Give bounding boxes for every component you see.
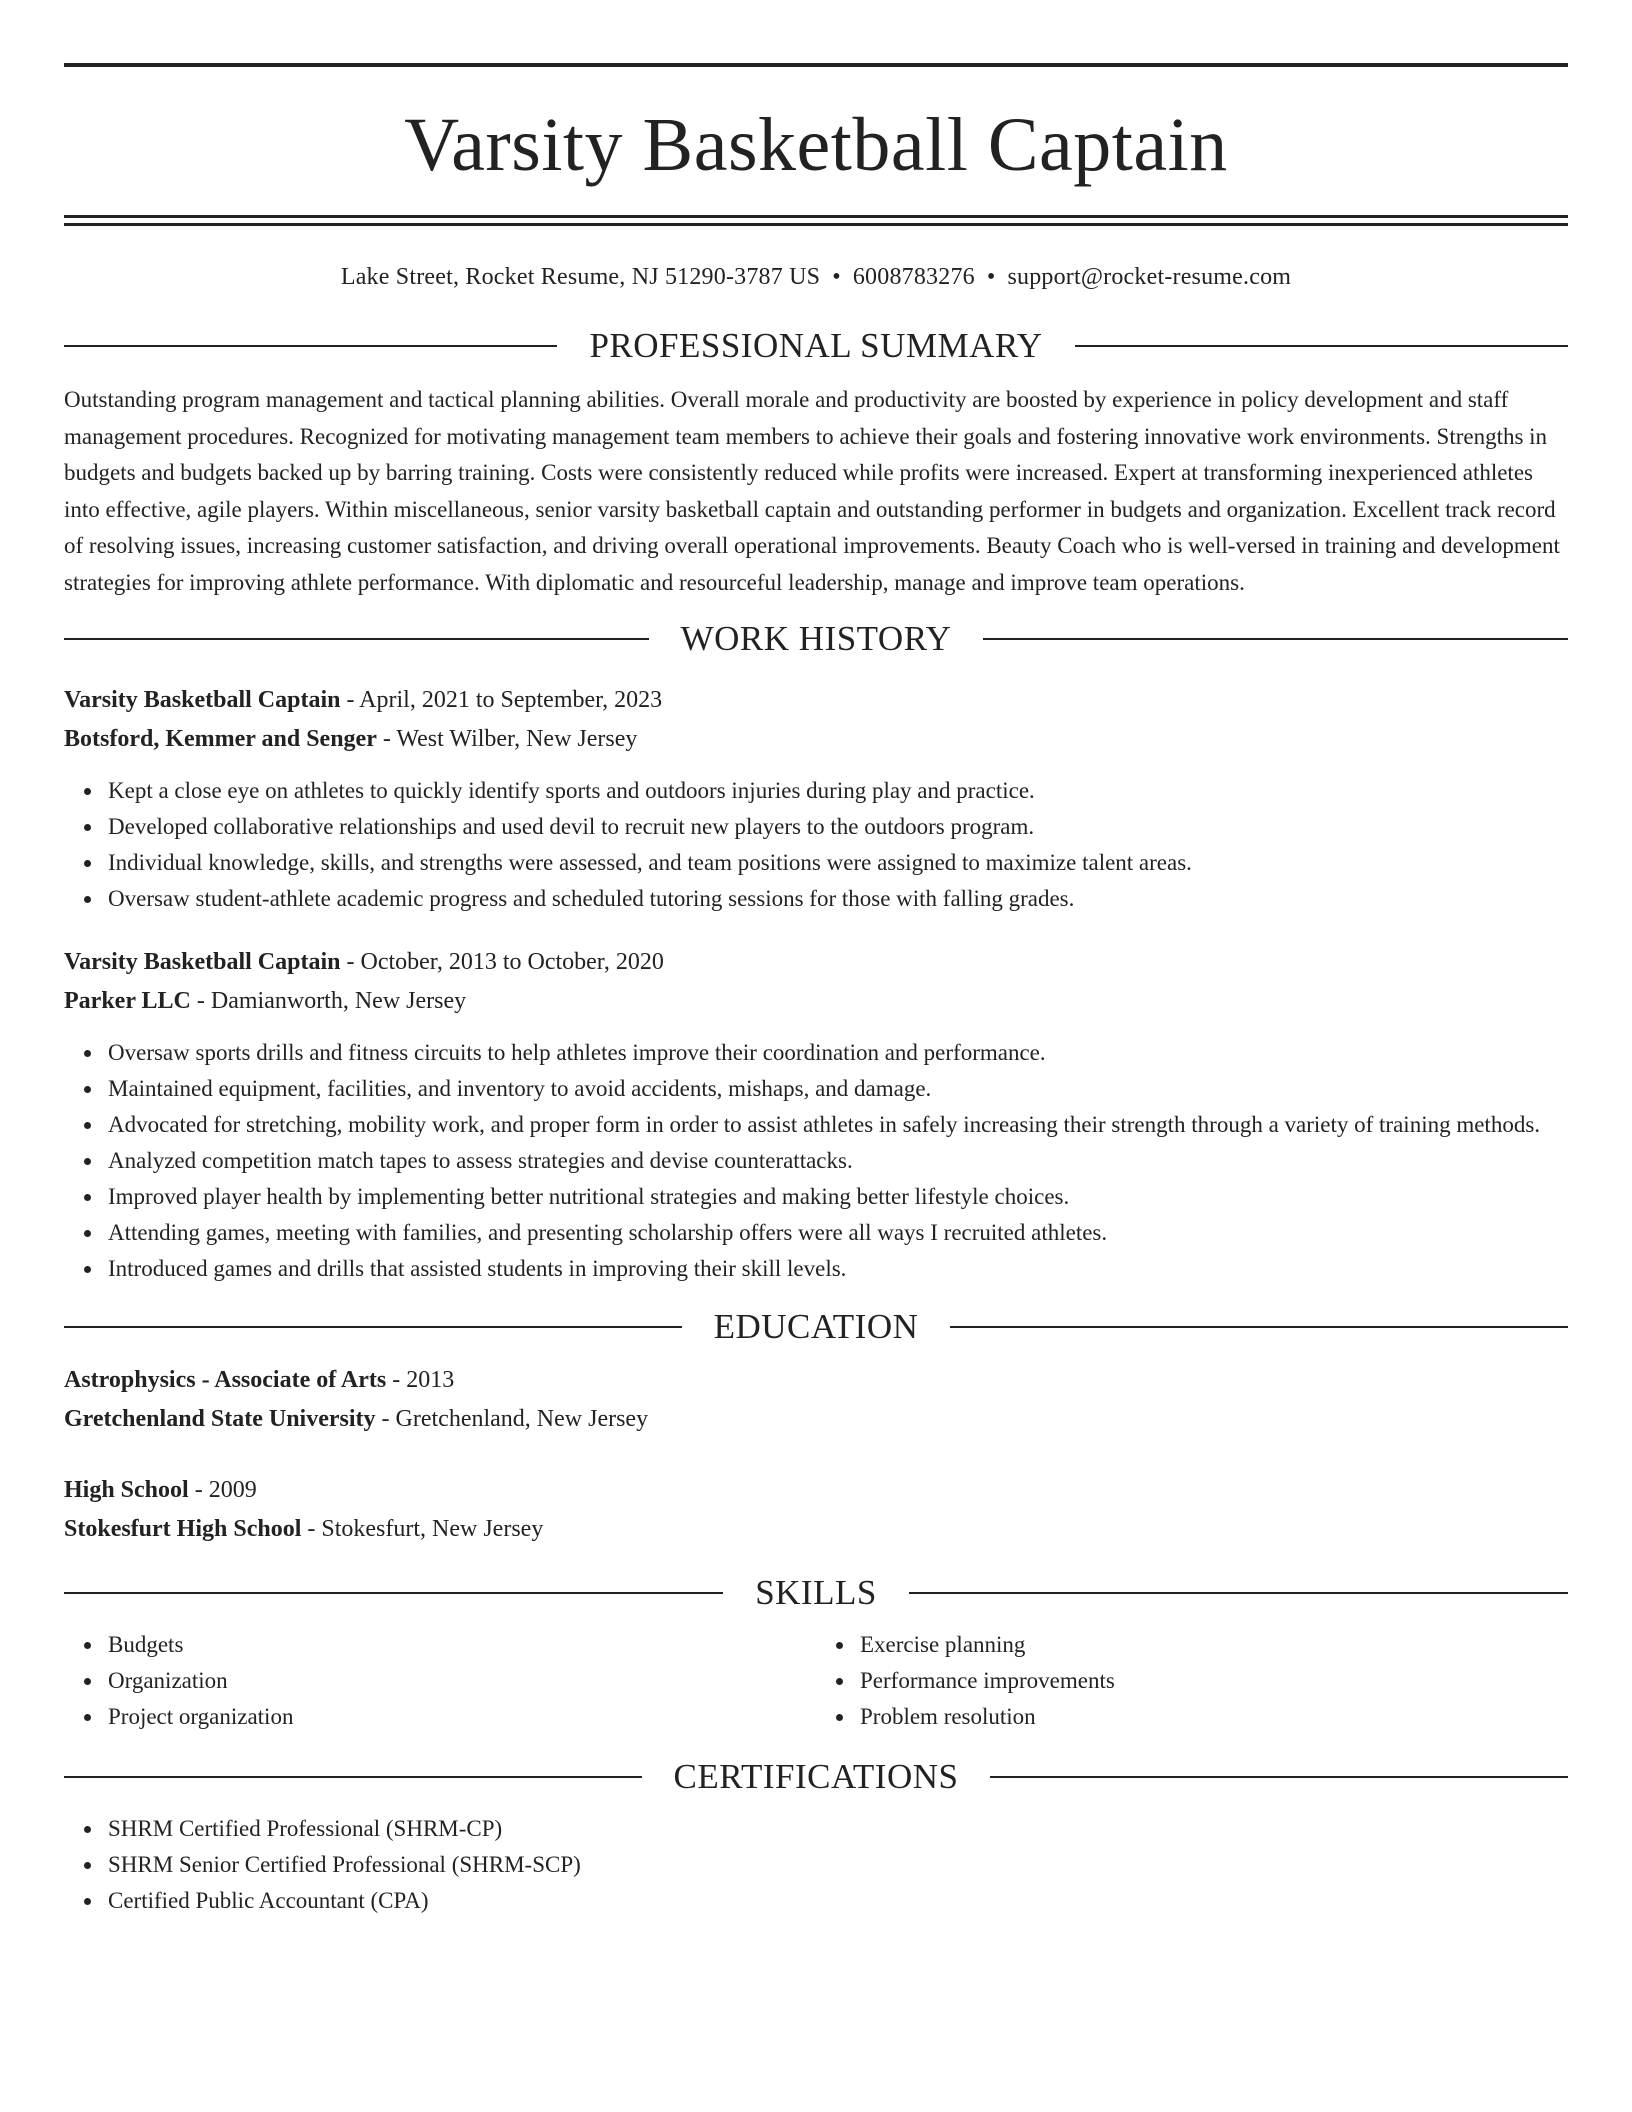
education-school-line bbox=[64, 1510, 1568, 1549]
list-item: Certified Public Accountant (CPA) bbox=[108, 1883, 1568, 1919]
section-rule bbox=[909, 1592, 1568, 1594]
list-item: Organization bbox=[108, 1663, 816, 1699]
list-item: Budgets bbox=[108, 1627, 816, 1663]
list-item: Individual knowledge, skills, and strengths were assessed, and team positions were assigned to maximize talent areas. bbox=[108, 845, 1568, 881]
list-item: Performance improvements bbox=[860, 1663, 1568, 1699]
job-entry bbox=[64, 943, 1568, 1287]
job-title-line bbox=[64, 681, 1568, 720]
education-location: - Gretchenland, New Jersey bbox=[375, 1406, 649, 1432]
double-rule bbox=[64, 215, 1568, 226]
job-company: Botsford, Kemmer and Senger bbox=[64, 726, 377, 752]
education-degree-line bbox=[64, 1471, 1568, 1510]
section-header-work-history bbox=[64, 617, 1568, 661]
skills-column-right bbox=[816, 1627, 1568, 1735]
education-school: Stokesfurt High School bbox=[64, 1516, 302, 1542]
education-location: - Stokesfurt, New Jersey bbox=[301, 1516, 544, 1542]
skills-list bbox=[64, 1627, 1568, 1735]
education-degree: Astrophysics - Associate of Arts bbox=[64, 1367, 387, 1393]
list-item: Attending games, meeting with families, and presenting scholarship offers were all ways I recruited athletes. bbox=[108, 1215, 1568, 1251]
contact-address: Lake Street, Rocket Resume, NJ 51290-3787 US bbox=[340, 264, 821, 290]
resume-name: Varsity Basketball Captain bbox=[404, 103, 1228, 187]
job-entry bbox=[64, 681, 1568, 917]
section-rule bbox=[990, 1776, 1568, 1778]
education-entry bbox=[64, 1471, 1568, 1549]
section-title: SKILLS bbox=[755, 1573, 877, 1612]
job-company-line bbox=[64, 720, 1568, 759]
job-position: Varsity Basketball Captain bbox=[64, 949, 341, 975]
job-dates: - April, 2021 to September, 2023 bbox=[340, 687, 663, 713]
section-rule bbox=[64, 1776, 642, 1778]
skills-bullets bbox=[816, 1627, 1568, 1735]
summary-text: Outstanding program management and tactical planning abilities. Overall morale and productivity are boosted by experience in policy development and staff management procedures. Recognized for motivating management team members to achieve their goals and fostering innovative work environments. Strengths in budgets and budgets backed up by barring training. Costs were consistently reduced while profits were increased. Expert at transforming inexperienced athletes into effective, agile players. Within miscellaneous, senior varsity basketball captain and outstanding performer in budgets and organization. Excellent track record of resolving issues, increasing customer satisfaction, and driving overall operational improvements. Beauty Coach who is well-versed in training and development strategies for improving athlete performance. With diplomatic and resourceful leadership, manage and improve team operations. bbox=[64, 387, 1560, 595]
education-year: - 2009 bbox=[188, 1477, 257, 1503]
list-item: SHRM Senior Certified Professional (SHRM-SCP) bbox=[108, 1847, 1568, 1883]
section-header-certifications bbox=[64, 1755, 1568, 1799]
contact-phone: 6008783276 bbox=[852, 264, 975, 290]
top-rule bbox=[64, 63, 1568, 67]
contact-separator: • bbox=[986, 264, 996, 290]
section-header-summary bbox=[64, 324, 1568, 368]
certifications-list bbox=[64, 1811, 1568, 1919]
skills-bullets bbox=[64, 1627, 816, 1735]
job-company: Parker LLC bbox=[64, 988, 191, 1014]
education-school: Gretchenland State University bbox=[64, 1406, 376, 1432]
section-header-education bbox=[64, 1305, 1568, 1349]
list-item: Improved player health by implementing better nutritional strategies and making better lifestyle choices. bbox=[108, 1179, 1568, 1215]
section-title: WORK HISTORY bbox=[680, 619, 952, 658]
contact-line bbox=[64, 262, 1568, 292]
list-item: Oversaw student-athlete academic progress and scheduled tutoring sessions for those with falling grades. bbox=[108, 881, 1568, 917]
education-entry bbox=[64, 1361, 1568, 1439]
section-rule bbox=[64, 345, 557, 347]
resume-page bbox=[64, 0, 1568, 1919]
list-item: Exercise planning bbox=[860, 1627, 1568, 1663]
skills-column-left bbox=[64, 1627, 816, 1735]
education-degree-line bbox=[64, 1361, 1568, 1400]
section-rule bbox=[950, 1326, 1568, 1328]
list-item: Introduced games and drills that assisted students in improving their skill levels. bbox=[108, 1251, 1568, 1287]
job-bullets bbox=[64, 1035, 1568, 1287]
list-item: SHRM Certified Professional (SHRM-CP) bbox=[108, 1811, 1568, 1847]
list-item: Project organization bbox=[108, 1699, 816, 1735]
list-item: Developed collaborative relationships and used devil to recruit new players to the outdoors program. bbox=[108, 809, 1568, 845]
list-item: Kept a close eye on athletes to quickly identify sports and outdoors injuries during play and practice. bbox=[108, 773, 1568, 809]
list-item: Maintained equipment, facilities, and inventory to avoid accidents, mishaps, and damage. bbox=[108, 1071, 1568, 1107]
list-item: Problem resolution bbox=[860, 1699, 1568, 1735]
section-title: PROFESSIONAL SUMMARY bbox=[589, 326, 1043, 365]
section-rule bbox=[64, 1592, 723, 1594]
section-rule bbox=[983, 638, 1568, 640]
list-item: Analyzed competition match tapes to assess strategies and devise counterattacks. bbox=[108, 1143, 1568, 1179]
section-title: EDUCATION bbox=[713, 1307, 919, 1346]
section-rule bbox=[64, 1326, 682, 1328]
contact-separator: • bbox=[832, 264, 841, 290]
section-rule bbox=[64, 638, 649, 640]
list-item: Advocated for stretching, mobility work, and proper form in order to assist athletes in safely increasing their strength through a variety of training methods. bbox=[108, 1107, 1568, 1143]
job-title-line bbox=[64, 943, 1568, 982]
section-title: CERTIFICATIONS bbox=[673, 1757, 959, 1796]
section-header-skills bbox=[64, 1571, 1568, 1615]
job-dates: - October, 2013 to October, 2020 bbox=[340, 949, 664, 975]
education-school-line bbox=[64, 1400, 1568, 1439]
job-position: Varsity Basketball Captain bbox=[64, 687, 341, 713]
contact-email: support@rocket-resume.com bbox=[1007, 264, 1292, 290]
education-degree: High School bbox=[64, 1477, 189, 1503]
job-location: - Damianworth, New Jersey bbox=[190, 988, 467, 1014]
job-company-line bbox=[64, 982, 1568, 1021]
job-bullets bbox=[64, 773, 1568, 917]
education-year: - 2013 bbox=[386, 1367, 455, 1393]
job-location: - West Wilber, New Jersey bbox=[376, 726, 638, 752]
section-rule bbox=[1075, 345, 1568, 347]
list-item: Oversaw sports drills and fitness circuits to help athletes improve their coordination and performance. bbox=[108, 1035, 1568, 1071]
